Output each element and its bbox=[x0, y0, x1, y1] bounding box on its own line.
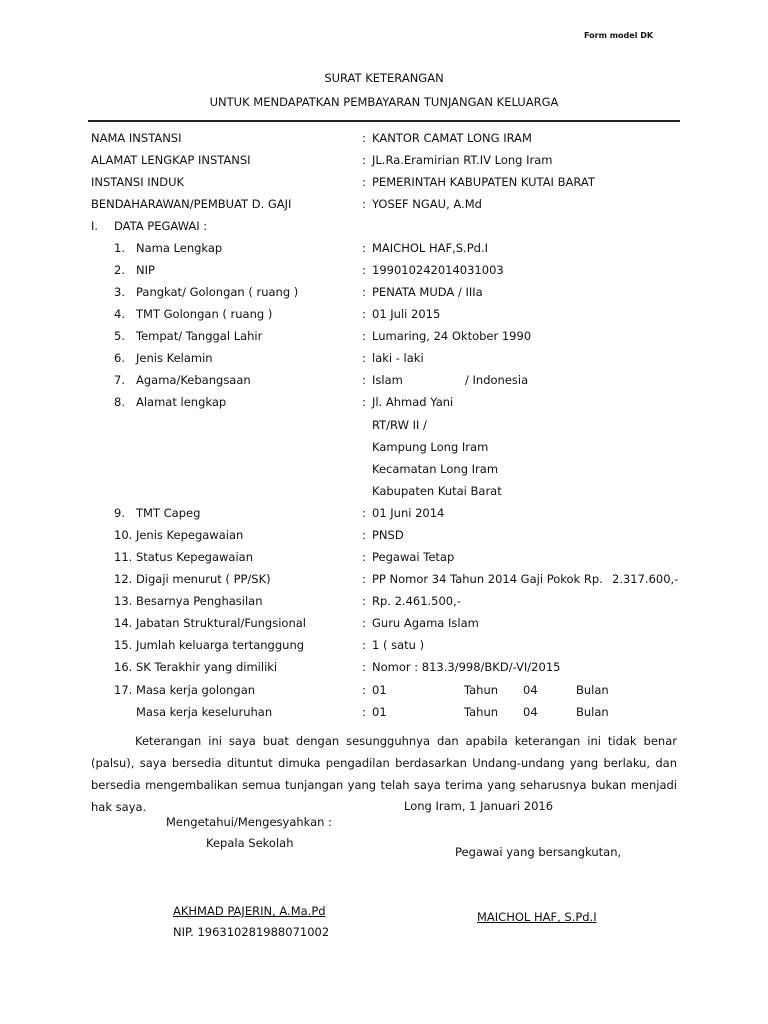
item-tmt-golongan bbox=[0, 307, 768, 329]
right-sig-caption: Pegawai yang bersangkutan, bbox=[455, 845, 622, 859]
item-value: laki - laki bbox=[372, 351, 424, 365]
place-date: Long Iram, 1 Januari 2016 bbox=[404, 799, 554, 813]
field-colon: : bbox=[362, 197, 366, 211]
field-nama-instansi bbox=[0, 131, 768, 153]
item-masa-kerja-keseluruhan bbox=[0, 705, 768, 727]
item-value: 199010242014031003 bbox=[372, 263, 504, 277]
field-alamat-instansi bbox=[0, 153, 768, 175]
item-jenis-kepegawaian bbox=[0, 528, 768, 550]
item-label: Nama Lengkap bbox=[136, 241, 223, 255]
address-line-text: Kampung Long Iram bbox=[372, 440, 489, 454]
item-value: Lumaring, 24 Oktober 1990 bbox=[372, 329, 532, 343]
field-colon: : bbox=[362, 153, 366, 167]
right-sig-name: MAICHOL HAF, S.Pd.I bbox=[477, 910, 597, 924]
item-number: 8. bbox=[114, 395, 125, 409]
form-code: Form model DK bbox=[584, 31, 654, 40]
field-colon: : bbox=[362, 660, 366, 674]
item-number: 1. bbox=[114, 241, 125, 255]
field-colon: : bbox=[362, 307, 366, 321]
item-label: Jenis Kelamin bbox=[136, 351, 213, 365]
section-number: I. bbox=[91, 219, 99, 233]
document-title: SURAT KETERANGAN bbox=[324, 71, 444, 85]
item-label: TMT Capeg bbox=[136, 506, 201, 520]
address-line bbox=[0, 418, 768, 440]
field-colon: : bbox=[362, 550, 366, 564]
item-digaji-menurut bbox=[0, 572, 768, 594]
field-colon: : bbox=[362, 263, 366, 277]
months-value: 04 bbox=[523, 705, 538, 719]
left-sig-name: AKHMAD PAJERIN, A.Ma.Pd bbox=[173, 904, 326, 918]
statement-text: Keterangan ini saya buat dengan sesungguhnya dan apabila keterangan ini tidak benar (palsu), saya bersedia dituntut dimuka pengadilan berdasarkan Undang-undang yang berlaku, dan bersedia mengembalikan semua tunjangan yang telah saya terima yang seharusnya bukan menjadi hak saya. bbox=[91, 734, 677, 814]
field-colon: : bbox=[362, 705, 366, 719]
tahun-label: Tahun bbox=[464, 683, 499, 697]
item-tempat-tanggal-lahir bbox=[0, 329, 768, 351]
document-subtitle: UNTUK MENDAPATKAN PEMBAYARAN TUNJANGAN KELUARGA bbox=[209, 95, 559, 109]
tahun-label: Tahun bbox=[464, 705, 499, 719]
item-number: 2. bbox=[114, 263, 125, 277]
item-label: NIP bbox=[136, 263, 155, 277]
address-line-text: Kecamatan Long Iram bbox=[372, 462, 499, 476]
field-colon: : bbox=[362, 351, 366, 365]
item-pangkat bbox=[0, 285, 768, 307]
item-value: 1 ( satu ) bbox=[372, 638, 425, 652]
item-label: 16. SK Terakhir yang dimiliki bbox=[114, 660, 278, 674]
item-nip bbox=[0, 263, 768, 285]
field-colon: : bbox=[362, 528, 366, 542]
field-label: ALAMAT LENGKAP INSTANSI bbox=[91, 153, 251, 167]
item-penghasilan bbox=[0, 594, 768, 616]
field-colon: : bbox=[362, 638, 366, 652]
field-colon: : bbox=[362, 506, 366, 520]
field-value: PEMERINTAH KABUPATEN KUTAI BARAT bbox=[372, 175, 595, 189]
item-label: Agama/Kebangsaan bbox=[136, 373, 251, 387]
item-tmt-capeg bbox=[0, 506, 768, 528]
item-number: 6. bbox=[114, 351, 125, 365]
address-line-text: Kabupaten Kutai Barat bbox=[372, 484, 502, 498]
section-label: DATA PEGAWAI : bbox=[114, 219, 208, 233]
field-colon: : bbox=[362, 594, 366, 608]
item-value: Pegawai Tetap bbox=[372, 550, 455, 564]
field-value: YOSEF NGAU, A.Md bbox=[372, 197, 482, 211]
left-sig-caption: Mengetahui/Mengesyahkan : bbox=[166, 815, 332, 829]
item-label: Pangkat/ Golongan ( ruang ) bbox=[136, 285, 299, 299]
bulan-label: Bulan bbox=[576, 683, 609, 697]
item-value: Nomor : 813.3/998/BKD/-VI/2015 bbox=[372, 660, 561, 674]
item-value-kebangsaan: / Indonesia bbox=[465, 373, 529, 387]
address-line-text: RT/RW II / bbox=[372, 418, 427, 432]
item-nama-lengkap bbox=[0, 241, 768, 263]
months-value: 04 bbox=[523, 683, 538, 697]
item-label: 17. Masa kerja golongan bbox=[114, 683, 256, 697]
field-colon: : bbox=[362, 329, 366, 343]
field-colon: : bbox=[362, 616, 366, 630]
bulan-label: Bulan bbox=[576, 705, 609, 719]
field-colon: : bbox=[362, 131, 366, 145]
item-label: Masa kerja keseluruhan bbox=[136, 705, 273, 719]
item-value: Jl. Ahmad Yani bbox=[372, 395, 454, 409]
item-label: Alamat lengkap bbox=[136, 395, 227, 409]
title-divider bbox=[88, 120, 680, 122]
item-value-agama: Islam bbox=[372, 373, 403, 387]
field-colon: : bbox=[362, 683, 366, 697]
gaji-pokok-amount: 2.317.600,- bbox=[612, 572, 679, 586]
item-jumlah-keluarga bbox=[0, 638, 768, 660]
field-colon: : bbox=[362, 241, 366, 255]
item-agama-kebangsaan bbox=[0, 373, 768, 395]
item-label: TMT Golongan ( ruang ) bbox=[136, 307, 273, 321]
address-line bbox=[0, 440, 768, 462]
item-number: 5. bbox=[114, 329, 125, 343]
item-number: 4. bbox=[114, 307, 125, 321]
field-colon: : bbox=[362, 395, 366, 409]
field-label: INSTANSI INDUK bbox=[91, 175, 185, 189]
address-line bbox=[0, 484, 768, 506]
field-bendaharawan bbox=[0, 197, 768, 219]
statement-paragraph bbox=[91, 730, 677, 818]
item-alamat-lengkap bbox=[0, 395, 768, 417]
left-sig-nip: NIP. 196310281988071002 bbox=[173, 925, 330, 939]
field-colon: : bbox=[362, 572, 366, 586]
item-number: 7. bbox=[114, 373, 125, 387]
item-number: 3. bbox=[114, 285, 125, 299]
item-status-kepegawaian bbox=[0, 550, 768, 572]
item-label: 10. Jenis Kepegawaian bbox=[114, 528, 244, 542]
years-value: 01 bbox=[372, 683, 387, 697]
section-data-pegawai bbox=[0, 219, 768, 241]
field-colon: : bbox=[362, 285, 366, 299]
field-value: KANTOR CAMAT LONG IRAM bbox=[372, 131, 532, 145]
item-value: PNSD bbox=[372, 528, 404, 542]
field-label: BENDAHARAWAN/PEMBUAT D. GAJI bbox=[91, 197, 292, 211]
item-value: 01 Juli 2015 bbox=[372, 307, 441, 321]
item-value: PP Nomor 34 Tahun 2014 Gaji Pokok Rp. bbox=[372, 572, 603, 586]
item-label: 13. Besarnya Penghasilan bbox=[114, 594, 263, 608]
left-sig-role: Kepala Sekolah bbox=[206, 836, 294, 850]
field-instansi-induk bbox=[0, 175, 768, 197]
item-label: 14. Jabatan Struktural/Fungsional bbox=[114, 616, 306, 630]
item-label: Tempat/ Tanggal Lahir bbox=[136, 329, 263, 343]
field-colon: : bbox=[362, 175, 366, 189]
item-value: 01 Juni 2014 bbox=[372, 506, 445, 520]
item-masa-kerja-golongan bbox=[0, 683, 768, 705]
item-number: 9. bbox=[114, 506, 125, 520]
item-label: 15. Jumlah keluarga tertanggung bbox=[114, 638, 305, 652]
field-colon: : bbox=[362, 373, 366, 387]
field-value: JL.Ra.Eramirian RT.IV Long Iram bbox=[372, 153, 553, 167]
item-label: 12. Digaji menurut ( PP/SK) bbox=[114, 572, 271, 586]
address-line bbox=[0, 462, 768, 484]
item-value: Guru Agama Islam bbox=[372, 616, 479, 630]
item-jenis-kelamin bbox=[0, 351, 768, 373]
field-label: NAMA INSTANSI bbox=[91, 131, 182, 145]
item-value: PENATA MUDA / IIIa bbox=[372, 285, 483, 299]
item-value: MAICHOL HAF,S.Pd.I bbox=[372, 241, 488, 255]
item-jabatan bbox=[0, 616, 768, 638]
item-value: Rp. 2.461.500,- bbox=[372, 594, 461, 608]
years-value: 01 bbox=[372, 705, 387, 719]
item-sk-terakhir bbox=[0, 660, 768, 682]
item-label: 11. Status Kepegawaian bbox=[114, 550, 253, 564]
